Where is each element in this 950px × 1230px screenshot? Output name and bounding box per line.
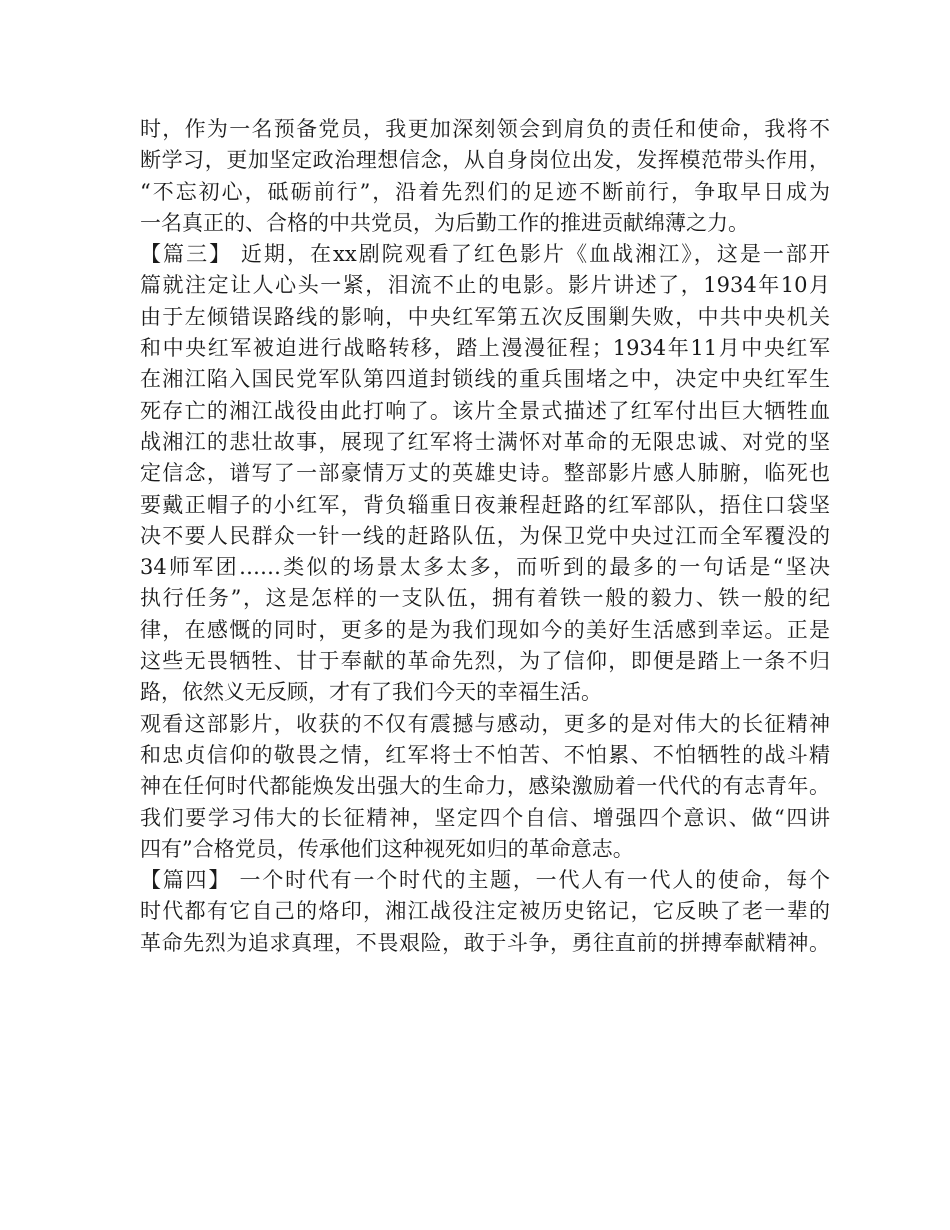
text-line: 神在任何时代都能焕发出强大的生命力，感染激励着一代代的有志青年。: [140, 774, 830, 799]
paragraph-end-line: 一名真正的、合格的中共党员，为后勤工作的推进贡献绵薄之力。: [140, 210, 749, 235]
text-line: 死存亡的湘江战役由此打响了。该片全景式描述了红军付出巨大牺牲血: [140, 398, 830, 423]
text-line: 律，在感慨的同时，更多的是为我们现如今的美好生活感到幸运。正是: [140, 617, 830, 642]
text-line: 定信念，谱写了一部豪情万丈的英雄史诗。整部影片感人肺腑，临死也: [140, 461, 830, 486]
text-line: 革命先烈为追求真理，不畏艰险，敢于斗争，勇往直前的拼搏奉献精神。: [140, 930, 830, 955]
text-line: 我们要学习伟大的长征精神，坚定四个自信、增强四个意识、做“四讲: [140, 805, 830, 830]
paragraph-end-line: 路，依然义无反顾，才有了我们今天的幸福生活。: [140, 680, 602, 705]
text-line: 战湘江的悲壮故事，展现了红军将士满怀对革命的无限忠诚、对党的坚: [140, 429, 830, 454]
text-line: 和忠贞信仰的敬畏之情，红军将士不怕苦、不怕累、不怕牺牲的战斗精: [140, 742, 830, 767]
section-heading-line: 【篇四】 一个时代有一个时代的主题，一代人有一代人的使命，每个: [140, 868, 830, 893]
text-line: 这些无畏牺牲、甘于奉献的革命先烈，为了信仰，即便是踏上一条不归: [140, 649, 830, 674]
text-line: 断学习，更加坚定政治理想信念，从自身岗位出发，发挥模范带头作用，: [140, 148, 830, 173]
document-page: [140, 114, 830, 959]
text-line: 观看这部影片，收获的不仅有震撼与感动，更多的是对伟大的长征精神: [140, 711, 830, 736]
paragraph-end-line: 四有”合格党员，传承他们这种视死如归的革命意志。: [140, 836, 634, 861]
text-line: 和中央红军被迫进行战略转移，踏上漫漫征程；1934年11月中央红军: [140, 336, 830, 361]
text-line: 时，作为一名预备党员，我更加深刻领会到肩负的责任和使命，我将不: [140, 117, 830, 141]
text-line: 执行任务”，这是怎样的一支队伍，拥有着铁一般的毅力、铁一般的纪: [140, 586, 830, 611]
text-line: 决不要人民群众一针一线的赶路队伍，为保卫党中央过江而全军覆没的: [140, 523, 830, 548]
text-line: 时代都有它自己的烙印，湘江战役注定被历史铭记，它反映了老一辈的: [140, 899, 830, 924]
text-line: 篇就注定让人心头一紧，泪流不止的电影。影片讲述了，1934年10月: [140, 273, 830, 298]
text-line: 34师军团……类似的场景太多太多，而听到的最多的一句话是“坚决: [140, 555, 830, 580]
text-line: 在湘江陷入国民党军队第四道封锁线的重兵围堵之中，决定中央红军生: [140, 367, 830, 392]
text-line: 要戴正帽子的小红军，背负辎重日夜兼程赶路的红军部队，捂住口袋坚: [140, 492, 830, 517]
text-line: “不忘初心，砥砺前行”，沿着先烈们的足迹不断前行，争取早日成为: [140, 179, 830, 204]
text-line: 由于左倾错误路线的影响，中央红军第五次反围剿失败，中共中央机关: [140, 304, 830, 329]
section-heading-line: 【篇三】 近期，在xx剧院观看了红色影片《血战湘江》，这是一部开: [140, 242, 830, 267]
